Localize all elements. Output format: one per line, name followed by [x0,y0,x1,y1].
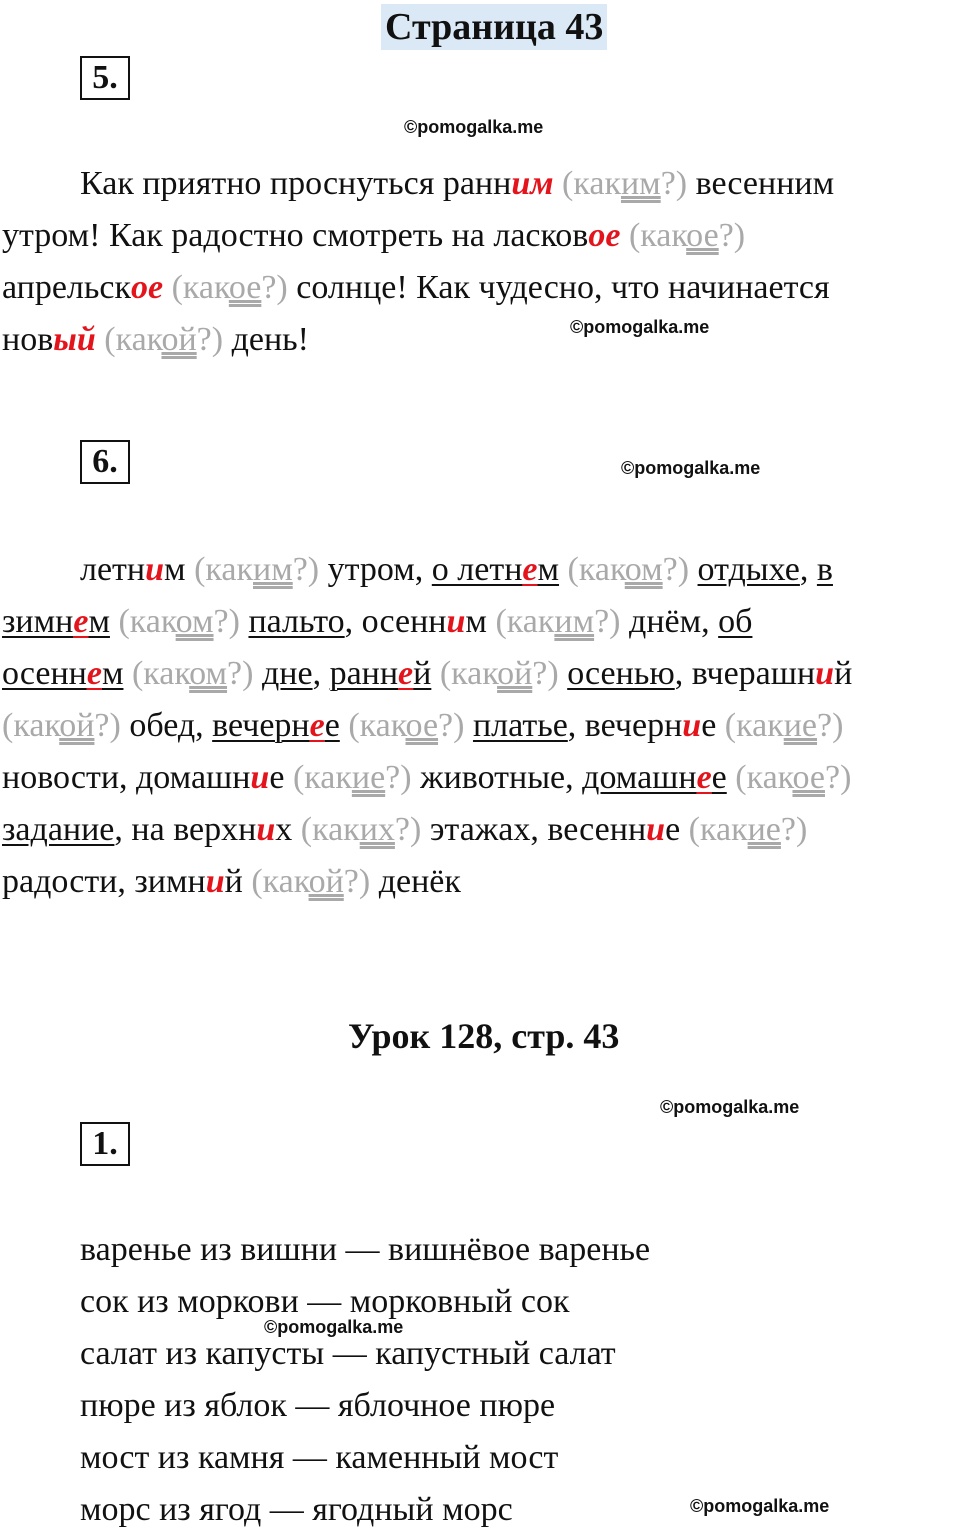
question-hint-ending: им [620,165,661,202]
question-hint-ending: ое [686,217,719,254]
text-segment: м [465,603,496,640]
text-segment [620,217,629,254]
question-hint-ending: ой [308,863,344,900]
text-segment: весенним [687,165,835,202]
ending-highlight: е [696,759,712,796]
underlined-word: платье [472,707,568,744]
ending-highlight: и [815,655,835,692]
underlined-word: зимн [2,603,74,640]
text-segment [554,165,563,202]
watermark: ©pomogalka.me [690,1496,830,1516]
text-line [2,700,958,752]
underlined-word: о летн [431,551,523,588]
question-hint: (как [735,759,793,796]
question-hint: ?) [261,269,288,306]
watermark: ©pomogalka.me [404,117,544,137]
question-hint: (как [171,269,229,306]
underlined-word: ранн [329,655,399,692]
text-segment [559,551,568,588]
text-segment: солнце! Как чудесно, что начинается [287,269,830,306]
question-hint: ?) [227,655,254,692]
underlined-word: м [88,603,110,640]
question-hint: (как [495,603,555,640]
text-segment: радости, зимн [2,863,206,900]
text-line [2,596,958,648]
text-segment: х [275,811,301,848]
text-segment: , на верхн [114,811,257,848]
question-hint: (как [118,603,176,640]
question-hint-ending: ой [59,707,95,744]
text-segment: день! [223,321,310,358]
text-segment [96,321,105,358]
question-hint: ?) [343,863,371,900]
underlined-word: е [324,707,340,744]
underlined-word: вечерн [212,707,310,744]
text-line [2,544,958,596]
underlined-word: е [711,759,727,796]
ending-highlight: ое [131,269,164,306]
question-hint: (как [628,217,687,254]
text-segment: е [665,811,689,848]
underlined-word: м [101,655,124,692]
text-segment [253,655,262,692]
text-segment: апрельск [2,269,132,306]
question-hint: ?) [213,603,240,640]
text-segment: е [269,759,293,796]
question-hint: ?) [438,707,465,744]
ending-highlight: им [511,165,554,202]
text-segment: й [224,863,252,900]
question-hint: ?) [532,655,559,692]
watermark: ©pomogalka.me [570,317,710,337]
text-segment: новости, домашн [2,759,251,796]
question-hint: ?) [824,759,852,796]
watermark: ©pomogalka.me [264,1317,404,1337]
exercise-1-number: 1. [80,1122,130,1166]
page-title: Страница 43 [381,4,607,50]
underlined-word: осенн [2,655,87,692]
question-hint: ?) [292,551,320,588]
exercise-5-number: 5. [80,56,130,100]
list-item: сок из моркови — морковный сок [80,1283,570,1320]
text-segment: Как приятно проснуться ранн [80,165,512,202]
text-segment [464,707,473,744]
text-segment: , [312,655,330,692]
text-line [2,752,958,804]
question-hint: (как [251,863,309,900]
text-segment [727,759,736,796]
question-hint-ending: ом [624,551,663,588]
underlined-word: домашн [582,759,697,796]
question-hint-ending: ие [351,759,386,796]
text-line [2,648,958,700]
question-hint: ?) [94,707,121,744]
text-segment: , вечерн [567,707,683,744]
text-segment: , осенн [344,603,447,640]
question-hint: (как [104,321,162,358]
exercise-6-number: 6. [80,440,130,484]
question-hint: ?) [385,759,412,796]
underlined-word: дне [261,655,313,692]
question-hint: ?) [660,165,688,202]
underlined-word: об [718,603,753,640]
text-segment: нов [2,321,54,358]
text-segment: е [701,707,725,744]
text-segment: этажах, весенн [421,811,647,848]
question-hint-ending: ой [497,655,533,692]
text-segment [123,655,132,692]
underlined-word: задание [2,811,115,848]
text-line [2,262,958,314]
ending-highlight: е [309,707,325,744]
text-segment: утром, [319,551,432,588]
text-line [2,158,958,210]
text-segment [163,269,172,306]
question-hint-ending: ом [175,603,214,640]
question-hint-ending: ое [228,269,262,306]
ending-highlight: и [446,603,466,640]
underlined-word: й [413,655,432,692]
question-hint: (как [300,811,360,848]
question-hint-ending: им [554,603,595,640]
ending-highlight: и [682,707,702,744]
text-segment: утром! Как радостно смотреть на ласков [2,217,589,254]
ending-highlight: е [73,603,89,640]
question-hint: ?) [394,811,422,848]
text-segment [689,551,698,588]
list-item: варенье из вишни — вишнёвое варенье [80,1231,651,1268]
question-hint-ending: им [253,551,293,588]
question-hint-ending: их [359,811,395,848]
underlined-word: отдыхе [697,551,800,588]
text-segment [431,655,440,692]
question-hint-ending: ие [783,707,818,744]
underlined-word: осенью [567,655,675,692]
text-segment: , вчерашн [674,655,816,692]
list-item: морс из ягод — ягодный морс [80,1491,513,1528]
text-segment: обед, [120,707,213,744]
list-item: мост из камня — каменный мост [80,1439,559,1476]
ending-highlight: и [256,811,276,848]
ending-highlight: и [646,811,666,848]
question-hint: (как [348,707,406,744]
question-hint: (как [567,551,625,588]
question-hint-ending: ое [792,759,825,796]
ending-highlight: е [398,655,414,692]
ending-highlight: е [86,655,102,692]
question-hint-ending: ом [189,655,228,692]
ending-highlight: е [522,551,538,588]
question-hint-ending: ой [161,321,197,358]
exercise-1-list [80,1224,650,1536]
question-hint: (как [2,707,60,744]
question-hint-ending: ие [747,811,781,848]
question-hint: (как [724,707,784,744]
text-segment: животные, [411,759,583,796]
list-item: салат из капусты — капустный салат [80,1335,616,1372]
question-hint: (как [562,165,621,202]
question-hint-ending: ое [405,707,439,744]
text-segment: днём, [620,603,719,640]
ending-highlight: ое [588,217,621,254]
ending-highlight: и [145,551,165,588]
exercise-6-text [2,544,958,908]
text-line [2,210,958,262]
text-segment: , [799,551,817,588]
underlined-word: м [537,551,560,588]
text-line [2,804,958,856]
text-line [2,856,958,908]
question-hint: (как [194,551,253,588]
question-hint: ?) [780,811,808,848]
question-hint: (как [439,655,498,692]
question-hint: (как [688,811,748,848]
lesson-title: Урок 128, стр. 43 [348,1016,620,1056]
question-hint: (как [131,655,190,692]
watermark: ©pomogalka.me [621,458,761,478]
ending-highlight: и [250,759,270,796]
underlined-word: в [816,551,833,588]
exercise-5-text [2,158,958,366]
question-hint: ?) [718,217,746,254]
underlined-word: пальто [248,603,345,640]
text-segment [559,655,568,692]
text-line [2,314,958,366]
question-hint: ?) [196,321,224,358]
question-hint: ?) [662,551,690,588]
watermark: ©pomogalka.me [660,1097,800,1117]
ending-highlight: и [205,863,225,900]
text-segment: денёк [370,863,461,900]
ending-highlight: ый [53,321,96,358]
list-item: пюре из яблок — яблочное пюре [80,1387,556,1424]
text-segment: летн [80,551,146,588]
text-segment: й [834,655,853,692]
question-hint: ?) [594,603,621,640]
question-hint: ?) [817,707,844,744]
question-hint: (как [292,759,352,796]
text-segment: м [164,551,195,588]
